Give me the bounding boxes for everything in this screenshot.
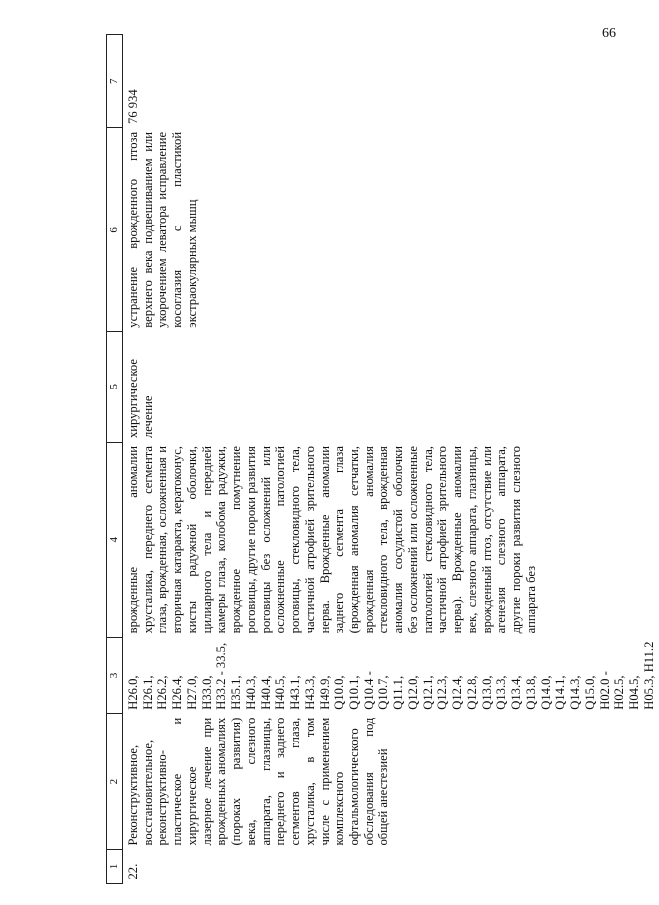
col-header-4: 4 [107,442,123,637]
cost-value: 76 934 [126,89,140,124]
col-header-3: 3 [107,637,123,713]
rotated-table-page [106,34,656,884]
col-header-7: 7 [107,35,123,128]
services-table [106,34,659,884]
treatment-method: устранение врожденного птоза верхнего века подвешиванием или укорочением леватора исправление косоглазия с пластикой экстраокулярных мышц [126,131,199,328]
col-header-6: 6 [107,128,123,332]
table-row [123,35,659,884]
col-header-2: 2 [107,714,123,850]
page-number: 66 [602,26,616,41]
header-row [107,35,123,884]
col-header-1: 1 [107,850,123,884]
treatment-type: хирургическое лечение [126,359,155,439]
care-type-name: Реконструктивное, восстановительное, реконструктивно-пластическое и хирургическое лазерное лечение при врожденных аномалиях (пороках развития) века, слезного аппарата, глазницы, переднего и заднего сегментов глаза, хрусталика, в том числе с применением комплексного офтальмологического обследования под общей анестезией [126,717,391,846]
icd-codes: H26.0, H26.1, H26.2, H26.4, H27.0, H33.0, H33.2 - 33.5, H35.1, H40.3, H40.4, H40.5, H43.1, H43.3, H49.9, Q10.0, Q10.1, Q10.4 - Q10.7, Q11.1, Q12.0, Q12.1, Q12.3, Q12.4, Q12.8, Q13.0, Q13.3, Q13.4, Q13.8, Q14.0, Q14.1, Q14.3, Q15.0, H02.0 - H02.5, H04.5, H05.3, H11.2 [126,641,656,710]
diagnosis-text: врожденные аномалии хрусталика, переднего сегмента глаза, врожденная, осложненная и вторичная катаракта, кератоконус, кисты радужной оболочки, цилиарного тела и передней камеры глаза, колобома радужки, врожденное помутнение роговицы, другие пороки развития роговицы без осложнений или осложненные патологией роговицы, стекловидного тела, частичной атрофией зрительного нерва. Врожденные аномалии заднего сегмента глаза (врожденная аномалия сетчатки, врожденная аномалия стекловидного тела, врожденная аномалия сосудистой оболочки без осложнений или осложненные патологией стекловидного тела, частичной атрофией зрительного нерва). Врожденные аномалии век, слезного аппарата, глазницы, врожденный птоз, отсутствие или агенезия слезного аппарата, другие пороки развития слезного аппарата без [126,446,538,634]
col-header-5: 5 [107,332,123,442]
row-number: 22. [126,863,140,880]
